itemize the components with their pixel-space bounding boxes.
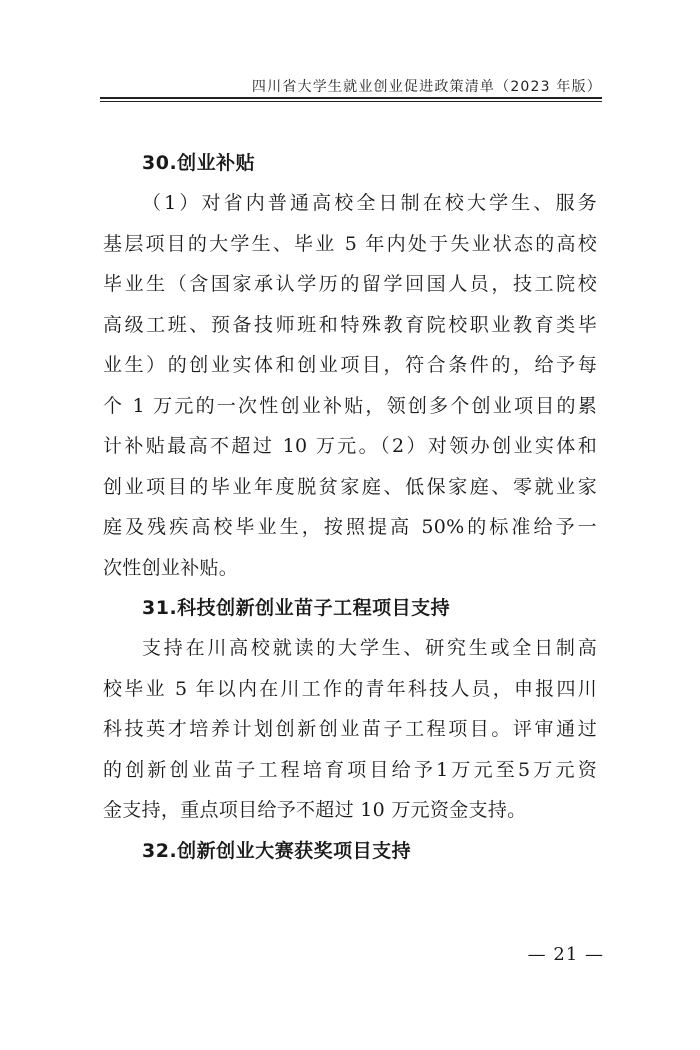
paragraph-line: 计补贴最高不超过 10 万元。（2）对领办创业实体和 [103,435,597,457]
paragraph-line: 金支持，重点项目给予不超过 10 万元资金支持。 [103,799,527,821]
section-32 [103,831,597,871]
paragraph-line: 高级工班、预备技师班和特殊教育院校职业教育类毕 [103,313,597,336]
paragraph-line: 次性创业补贴。 [103,556,239,579]
header-rule-thick [100,97,602,99]
section-heading: 31.科技创新创业苗子工程项目支持 [142,597,451,619]
header-rule-thin [100,101,602,102]
paragraph-line: 基层项目的大学生、毕业 5 年内处于失业状态的高校 [103,232,597,255]
section-heading: 32.创新创业大赛获奖项目支持 [142,839,412,862]
paragraph-line: 毕业生（含国家承认学历的留学回国人员，技工院校 [103,273,597,295]
paragraph-line: 个 1 万元的一次性创业补贴，领创多个创业项目的累 [103,394,597,417]
paragraph-line: 校毕业 5 年以内在川工作的青年科技人员，申报四川 [103,677,597,700]
page-number: — 21 — [527,944,604,965]
paragraph-line: 科技英才培养计划创新创业苗子工程项目。评审通过 [103,718,597,740]
paragraph-line: （1）对省内普通高校全日制在校大学生、服务 [142,192,597,214]
paragraph-line: 庭及残疾高校毕业生，按照提高 50%的标准给予一 [103,516,597,538]
section-heading: 30.创业补贴 [142,152,256,174]
paragraph-line: 业生）的创业实体和创业项目，符合条件的，给予每 [103,354,597,376]
paragraph-line: 支持在川高校就读的大学生、研究生或全日制高 [142,637,597,659]
running-header: 四川省大学生就业创业促进政策清单（2023 年版） [251,79,602,95]
section-30 [103,143,597,588]
paragraph-line: 的创新创业苗子工程培育项目给予1万元至5万元资 [103,758,597,781]
section-31 [103,588,597,831]
paragraph-line: 创业项目的毕业年度脱贫家庭、低保家庭、零就业家 [103,475,597,498]
document-body [103,143,597,871]
